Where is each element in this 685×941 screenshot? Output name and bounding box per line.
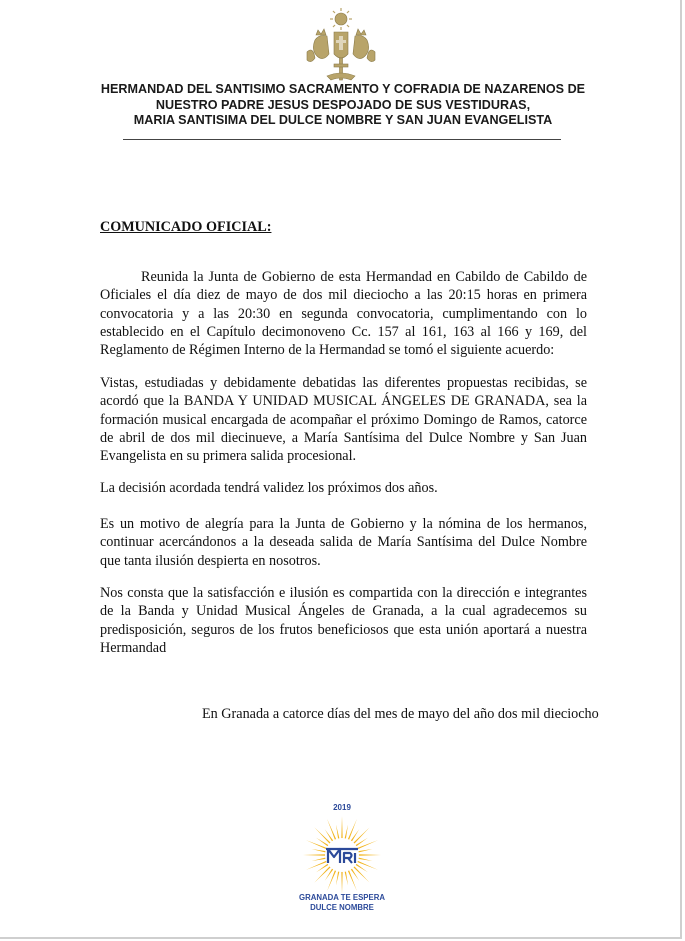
paragraph: Reunida la Junta de Gobierno de esta Hermandad en Cabildo de Cabildo de Oficiales el día diez de mayo de dos mil dieciocho a las 20:15 horas en primera convocatoria y a las 20:30 en segunda convocatoria, cumplimentando con lo establecido en el Capítulo decimonoveno Cc. 157 al 161, 163 al 166 y 169, del Reglamento de Régimen Interno de la Hermandad se tomó el siguiente acuerdo:	[100, 269, 587, 359]
brotherhood-header	[96, 82, 590, 129]
document-title: COMUNICADO OFICIAL:	[100, 219, 272, 235]
logo-year: 2019	[333, 803, 351, 812]
header-line: NUESTRO PADRE JESUS DESPOJADO DE SUS VESTIDURAS,	[155, 97, 531, 112]
logo-caption: DULCE NOMBRE	[310, 903, 374, 912]
brotherhood-crest-icon	[301, 6, 381, 84]
paragraph: Nos consta que la satisfacción e ilusión es compartida con la dirección e integrantes de la Banda y Unidad Musical Ángeles de Granada, a la cual agradecemos su predisposición, seguros de los frutos beneficiosos que esta unión aportará a nuestra Hermandad	[100, 585, 587, 656]
closing-date-line: En Granada a catorce días del mes de mayo del año dos mil dieciocho	[202, 706, 599, 722]
paragraph: La decisión acordada tendrá validez los próximos dos años.	[100, 480, 438, 496]
sunburst-monogram-icon	[302, 815, 382, 895]
header-line: MARIA SANTISIMA DEL DULCE NOMBRE Y SAN JUAN EVANGELISTA	[133, 113, 553, 127]
header-line: HERMANDAD DEL SANTISIMO SACRAMENTO Y COFRADIA DE NAZARENOS DE	[100, 82, 586, 96]
header-divider	[123, 139, 561, 140]
paragraph: Vistas, estudiadas y debidamente debatidas las diferentes propuestas recibidas, se acordó que la BANDA Y UNIDAD MUSICAL ÁNGELES DE GRANADA, sea la formación musical encargada de acompañar el próximo Domingo de Ramos, catorce de abril de dos mil diecinueve, a María Santísima del Dulce Nombre y San Juan Evangelista en su primera salida procesional.	[100, 375, 587, 465]
paragraph: Es un motivo de alegría para la Junta de Gobierno y la nómina de los hermanos, continuar acercándonos a la deseada salida de María Santísima del Dulce Nombre que tanta ilusión despierta en nosotros.	[100, 516, 587, 569]
logo-caption: GRANADA TE ESPERA	[299, 893, 385, 902]
